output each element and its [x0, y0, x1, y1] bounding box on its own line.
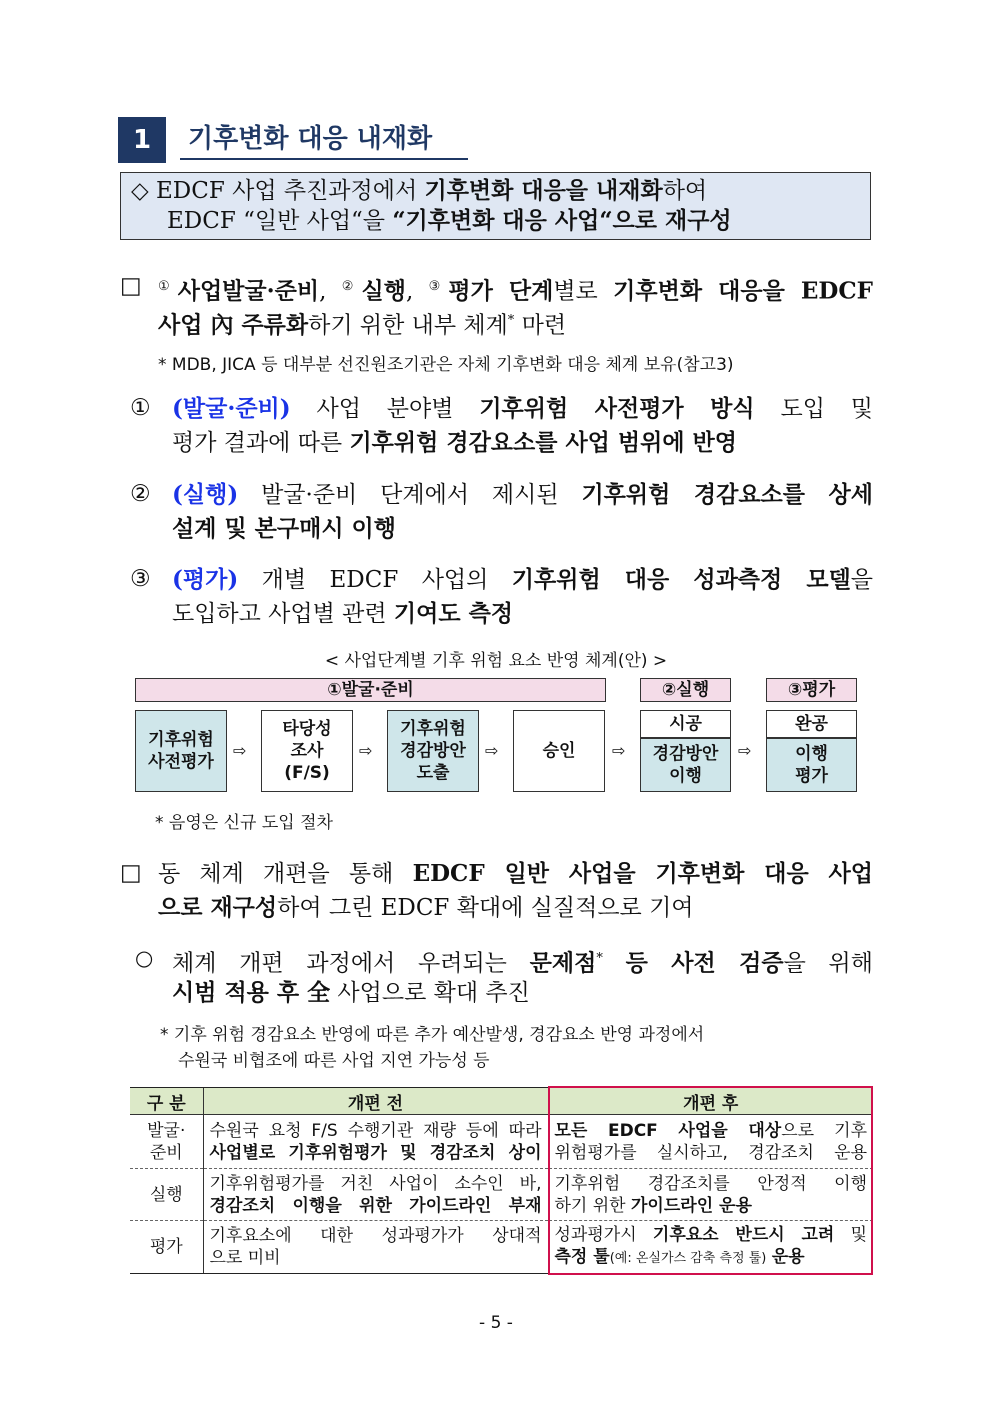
arrow-icon: ⇨	[359, 741, 373, 760]
summary-bullet: ◇	[131, 178, 149, 204]
arrow-icon: ⇨	[612, 741, 626, 760]
text-run: 으로 미비	[209, 1247, 281, 1268]
text-run: 기후위험 경감요소를 상세	[581, 481, 873, 508]
box-implementation-evaluation: 이행 평가	[766, 738, 857, 792]
text-run: EDCF 사업 추진과정에서	[156, 178, 425, 204]
text-run: (예: 온실가스 감축 측정 툴)	[609, 1250, 767, 1266]
para1-line-2	[158, 304, 566, 343]
text-run: 위험평가를 실시하고, 경감조치 운용	[554, 1142, 867, 1163]
text-run: (발굴·준비)	[172, 395, 291, 422]
text-run: 경감조치 이행을 위한 가이드라인 부재	[209, 1195, 542, 1216]
row-before	[203, 1169, 548, 1221]
text-run: 측정 툴	[554, 1246, 610, 1267]
text-run: 평가 결과에 따른	[172, 430, 350, 456]
text-run: 수원국 요청 F/S 수행기관 재량 등에 따라	[209, 1120, 542, 1141]
text-run: ,	[319, 278, 342, 305]
box-approval: 승인	[513, 710, 605, 792]
text-run: 성과평가시	[554, 1224, 653, 1245]
text-run: 사업 분야별	[290, 396, 480, 422]
item-3-line-2	[172, 597, 513, 631]
text-run: 마련	[514, 312, 567, 339]
text-run: 도입하고 사업별 관련	[172, 601, 394, 627]
text-run: 문제점	[529, 949, 597, 977]
box-construction: 시공	[640, 710, 731, 738]
para2-marker: □	[120, 860, 142, 886]
item-1-line-2	[172, 426, 737, 460]
box-risk-pre-assessment: 기후위험 사전평가	[135, 710, 227, 792]
text-run: 사업발굴·준비	[177, 277, 320, 305]
row-category: 평가	[130, 1221, 203, 1273]
item-1-number: ①	[130, 395, 151, 421]
box-mitigation-plan: 기후위험 경감방안 도출	[387, 710, 479, 792]
table-row	[130, 1221, 873, 1273]
table-header-after: 개편 후	[548, 1088, 873, 1115]
table-header-before: 개편 전	[203, 1088, 548, 1115]
text-run: EDCF 일반 사업을 기후변화 대응 사업	[412, 860, 873, 887]
text-run: *	[596, 951, 603, 966]
stage-execution: ②실행	[640, 678, 731, 702]
summary-box	[120, 172, 871, 240]
para3-marker: ○	[135, 946, 154, 970]
text-run: 기여도 측정	[393, 600, 514, 627]
row-after	[548, 1221, 873, 1273]
text-run: 평가 단계	[448, 277, 554, 305]
para1-line-1	[158, 270, 873, 309]
para3-line-1	[172, 942, 873, 981]
item-2-number: ②	[130, 481, 151, 507]
cell-line	[555, 1142, 868, 1164]
text-run: 발굴·준비 단계에서 제시된	[238, 482, 582, 508]
text-run: 등 사전 검증	[625, 949, 784, 977]
summary-line-1	[156, 178, 707, 204]
row-category: 발굴· 준비	[130, 1115, 203, 1169]
text-run: 하기 위한	[554, 1195, 631, 1216]
text-run: 사업별로 기후위험평가 및 경감조치 상이	[209, 1142, 542, 1163]
text-run: 별로	[553, 278, 614, 305]
text-run: 하여 그린 EDCF 확대에 실질적으로 기여	[277, 895, 694, 921]
text-run: 체계 개편 과정에서 우려되는	[172, 950, 530, 977]
text-run: 을 위해	[783, 950, 873, 977]
text-run: (실행)	[172, 481, 239, 508]
cell-line	[555, 1195, 868, 1217]
cell-line	[210, 1195, 542, 1217]
text-run: 을	[850, 567, 874, 593]
table-header-category: 구 분	[130, 1088, 203, 1115]
text-run: 기후위험평가를 거친 사업이 소수인 바,	[209, 1173, 542, 1194]
stage-evaluation: ③평가	[766, 678, 857, 702]
row-after	[548, 1169, 873, 1221]
item-3-number: ③	[130, 566, 151, 592]
text-run: 기후변화 대응을 EDCF	[613, 277, 873, 305]
cell-line	[210, 1173, 542, 1195]
stage-discovery: ①발굴·준비	[135, 678, 606, 702]
cell-line	[210, 1120, 542, 1142]
cell-line	[210, 1142, 542, 1164]
text-run: 기후요소에 대한 성과평가가 상대적	[209, 1225, 542, 1246]
text-run: 모든 EDCF 사업을 대상	[554, 1120, 782, 1141]
text-run: 하여	[662, 178, 708, 204]
comparison-table	[130, 1087, 873, 1274]
row-category: 실행	[130, 1169, 203, 1221]
text-run: 기후변화 대응을 내재화	[424, 177, 663, 204]
text-run: 기후위험 경감조치를 안정적 이행	[554, 1173, 867, 1194]
text-run: 하기 위한 내부 체계	[308, 312, 508, 339]
cell-line	[555, 1120, 868, 1142]
text-run: *	[507, 313, 515, 328]
summary-line-2	[167, 208, 732, 234]
text-run: ,	[405, 278, 429, 305]
item-2-line-2	[172, 512, 396, 546]
text-run: ②	[341, 279, 362, 294]
text-run: “기후변화 대응 사업“으로 재구성	[392, 207, 732, 234]
table-row	[130, 1115, 873, 1169]
item-3-line-1	[172, 563, 873, 597]
para2-line-2	[158, 891, 694, 925]
text-run: ①	[158, 279, 178, 294]
arrow-icon: ⇨	[738, 741, 752, 760]
text-run: 개별 EDCF 사업의	[238, 567, 512, 593]
box-feasibility-study: 타당성 조사 (F/S)	[261, 710, 353, 792]
row-before	[203, 1115, 548, 1169]
para1-note: * MDB, JICA 등 대부분 선진원조기관은 자체 기후변화 대응 체계 보유(참고3)	[158, 355, 734, 375]
text-run: 기후요소 반드시 고려	[652, 1224, 835, 1245]
item-1-line-1	[172, 392, 873, 426]
para3-note-1: * 기후 위험 경감요소 반영에 따른 추가 예산발생, 경감요소 반영 과정에서	[160, 1025, 705, 1045]
row-before	[203, 1221, 548, 1273]
item-2-line-1	[172, 478, 873, 512]
para3-line-2	[172, 976, 530, 1010]
cell-line	[210, 1225, 542, 1247]
page-number: - 5 -	[479, 1313, 513, 1333]
text-run: 으로 재구성	[158, 894, 278, 921]
para3-note-2: 수원국 비협조에 따른 사업 지연 가능성 등	[178, 1051, 490, 1071]
text-run: EDCF “일반 사업“을	[167, 208, 393, 234]
text-run: 및	[834, 1224, 868, 1245]
text-run: 가이드라인 운용	[631, 1195, 752, 1216]
text-run: 도입 및	[754, 396, 873, 422]
text-run: 운용	[771, 1246, 805, 1267]
text-run	[603, 951, 626, 977]
text-run: 시범 적용 후 全	[172, 979, 331, 1006]
box-completion: 완공	[766, 710, 857, 738]
cell-line	[555, 1173, 868, 1195]
text-run: 기후위험 사전평가 방식	[479, 395, 755, 422]
section-number: 1	[118, 117, 166, 163]
text-run: 설계 및 본구매시 이행	[172, 515, 396, 542]
arrow-icon: ⇨	[233, 741, 247, 760]
diagram-title: < 사업단계별 기후 위험 요소 반영 체계(안) >	[324, 651, 668, 671]
text-run: 사업으로 확대 추진	[330, 980, 530, 1006]
row-after	[548, 1115, 873, 1169]
arrow-icon: ⇨	[485, 741, 499, 760]
cell-line	[210, 1247, 542, 1269]
table-row	[130, 1169, 873, 1221]
text-run: 으로 기후	[781, 1120, 867, 1141]
text-run: (평가)	[172, 566, 239, 593]
cell-line	[555, 1224, 868, 1246]
text-run: 기후위험 대응 성과측정 모델	[511, 566, 851, 593]
para1-marker: □	[120, 273, 142, 299]
text-run: ③	[428, 279, 449, 294]
text-run: 기후위험 경감요소를 사업 범위에 반영	[349, 429, 737, 456]
box-mitigation-implementation: 경감방안 이행	[640, 738, 731, 792]
cell-line	[555, 1246, 868, 1270]
text-run: 사업 內 주류화	[158, 311, 309, 339]
section-title: 기후변화 대응 내재화	[180, 118, 468, 160]
diagram-note: * 음영은 신규 도입 절차	[155, 813, 333, 833]
para2-line-1	[158, 857, 873, 891]
text-run: 실행	[361, 277, 406, 305]
text-run: 동 체계 개편을 통해	[158, 861, 413, 887]
